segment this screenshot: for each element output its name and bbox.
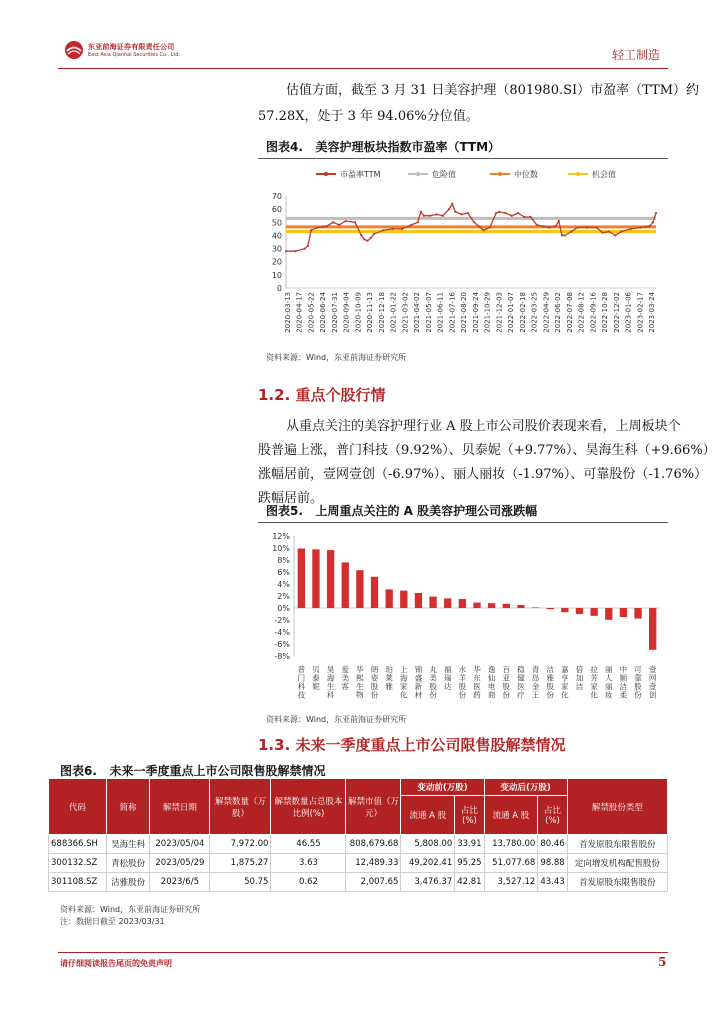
bar: [342, 562, 349, 608]
pe-point: [370, 237, 372, 239]
cell-pct-before: 42.81: [455, 873, 484, 892]
cell-float-after: 51,077.68: [484, 854, 538, 873]
x-tick-label: 2020-03-13: [284, 292, 292, 333]
x-tick-label: 2021-12-03: [495, 292, 504, 333]
cell-quantity: 50.75: [210, 873, 271, 892]
x-tick-label: 2020-06-24: [319, 292, 328, 333]
x-category-label: 壹网壹创: [648, 665, 657, 700]
x-tick-label: 2021-01-22: [389, 292, 398, 333]
cell-float-before: 49,202.41: [401, 854, 455, 873]
x-category-label: 丸美股份: [429, 665, 437, 700]
bar: [605, 608, 612, 620]
pe-point: [442, 215, 444, 217]
cell-name: 洁雅股份: [106, 873, 149, 892]
x-tick-label: 2021-08-20: [460, 292, 469, 333]
cell-code: 301108.SZ: [49, 873, 107, 892]
bar: [649, 608, 656, 650]
x-tick-label: 2022-01-07: [507, 292, 516, 333]
stock-change-bar-chart: [258, 524, 668, 708]
figure-4-title: 图表4. 美容护理板块指数市盈率（TTM）: [266, 140, 501, 154]
x-tick-label: 2020-07-31: [330, 292, 339, 333]
x-category-label: 朗姿股份: [370, 665, 379, 700]
x-tick-label: 2023-02-17: [636, 292, 645, 333]
x-tick-label: 2020-09-04: [342, 292, 351, 333]
bar: [429, 597, 436, 608]
legend-marker-2: [498, 172, 502, 176]
cell-date: 2023/05/29: [150, 854, 210, 873]
pe-point: [489, 226, 491, 228]
paragraph-1-line-2: 57.28X，处于 3 年 94.06%分位值。: [258, 109, 479, 124]
y-tick-label: 6%: [277, 568, 290, 577]
cell-name: 青松股份: [106, 854, 149, 873]
cell-ratio: 3.63: [271, 854, 346, 873]
pe-point: [304, 247, 306, 249]
pe-point: [454, 211, 456, 213]
pe-point: [595, 226, 597, 228]
pe-point: [482, 229, 484, 231]
pe-point: [608, 230, 610, 232]
x-tick-label: 2022-09-16: [589, 292, 598, 333]
col-pct-before: 占比(%): [455, 796, 484, 835]
bar: [400, 591, 407, 608]
col-type: 解禁股份类型: [567, 779, 667, 835]
bar: [634, 608, 641, 619]
pe-point: [614, 234, 616, 236]
col-quantity: 解禁数量（万股）: [210, 779, 271, 835]
y-tick-label: 8%: [277, 556, 290, 565]
pe-point: [294, 250, 296, 252]
pe-point: [435, 213, 437, 215]
x-category-label: 上海家化: [400, 665, 408, 700]
y-tick-label: -2%: [274, 616, 290, 625]
figure-6-note: 注：数据日截至 2023/03/31: [60, 917, 165, 926]
pe-point: [382, 229, 384, 231]
figure-4-source: 资料来源：Wind，东亚前海证券研究所: [266, 353, 407, 362]
x-category-label: 丽人丽妆: [605, 665, 613, 700]
x-category-label: 昊海生科: [326, 665, 335, 700]
pe-point: [561, 234, 563, 236]
cell-code: 300132.SZ: [49, 854, 107, 873]
x-tick-label: 2021-03-02: [401, 292, 410, 333]
y-tick-label: -4%: [274, 628, 290, 637]
bar: [547, 608, 554, 609]
y-tick-label: 0: [276, 284, 282, 293]
y-tick-label: 20: [271, 257, 282, 267]
cell-type: 首发原股东限售股份: [567, 835, 667, 854]
y-tick-label: 12%: [272, 532, 290, 541]
y-tick-label: 10%: [272, 544, 290, 553]
bar: [459, 599, 466, 608]
bar: [561, 608, 568, 612]
bar: [517, 605, 524, 608]
bar: [620, 608, 627, 617]
pe-point: [420, 211, 422, 213]
cell-market-value: 12,489.33: [346, 854, 401, 873]
pe-point: [423, 215, 425, 217]
bar: [312, 549, 319, 608]
x-category-label: 青岛金王: [531, 665, 540, 700]
pe-point: [504, 212, 506, 214]
pe-point: [620, 230, 622, 232]
pe-point: [652, 221, 654, 223]
col-market-value: 解禁市值（万元）: [346, 779, 401, 835]
legend-label-3: 机会值: [592, 170, 616, 179]
pe-point: [542, 225, 544, 227]
pe-point: [360, 234, 362, 236]
legend-marker-0: [324, 172, 328, 176]
x-tick-label: 2022-04-29: [542, 292, 551, 333]
cell-pct-after: 43.43: [538, 873, 567, 892]
cell-float-before: 5,808.00: [401, 835, 455, 854]
disclaimer-text: 请仔细阅读报告尾页的免责声明: [60, 959, 172, 968]
sector-label: 轻工制造: [612, 48, 661, 62]
bar: [371, 577, 378, 608]
x-category-label: 贝泰妮: [312, 665, 320, 691]
cell-type: 定向增发机构配售股份: [567, 854, 667, 873]
y-tick-label: 40: [271, 231, 282, 241]
section-1-2-line-3: 涨幅居前，壹网壹创（-6.97%）、丽人丽妆（-1.97%）、可靠股份（-1.76%）: [258, 467, 708, 482]
pe-point: [332, 221, 334, 223]
pe-point: [649, 225, 651, 227]
bar: [356, 570, 363, 608]
section-1-2-line-1: 从重点关注的美容护理行业 A 股上市公司股价表现来看，上周板块个: [286, 419, 681, 434]
x-tick-label: 2020-10-09: [354, 292, 363, 333]
x-tick-label: 2022-07-08: [565, 292, 574, 333]
company-name-cn: 东亚前海证券有限责任公司: [88, 43, 175, 51]
x-tick-label: 2022-12-02: [612, 292, 621, 333]
cell-float-before: 3,476.37: [401, 873, 455, 892]
pe-point: [529, 216, 531, 218]
x-tick-label: 2020-05-22: [307, 292, 316, 333]
pe-point: [639, 226, 641, 228]
figure-6-source: 资料来源：Wind，东亚前海证券研究所: [60, 905, 201, 914]
pe-point: [338, 224, 340, 226]
cell-pct-before: 33.91: [455, 835, 484, 854]
pe-point: [473, 221, 475, 223]
company-name-en: East Asia Qianhai Securities Co., Ltd.: [88, 52, 181, 58]
col-float-before: 流通 A 股: [401, 796, 455, 835]
x-tick-label: 2022-10-28: [601, 292, 610, 333]
x-category-label: 锦盛新材: [414, 665, 423, 700]
y-tick-label: 10: [271, 270, 282, 280]
pe-point: [448, 208, 450, 210]
pe-point: [555, 225, 557, 227]
pe-point: [479, 226, 481, 228]
pe-point: [401, 228, 403, 230]
x-category-label: 百亚股份: [502, 665, 511, 700]
cell-pct-after: 98.88: [538, 854, 567, 873]
pe-point: [523, 216, 525, 218]
header-divider: [58, 68, 668, 69]
col-ratio: 解禁数量占总股本比例(%): [271, 779, 346, 835]
section-1-2-title: 1.2. 重点个股行情: [258, 386, 386, 404]
pe-point: [326, 225, 328, 227]
pe-point: [577, 226, 579, 228]
bar: [503, 604, 510, 608]
x-category-label: 稳健医疗: [517, 665, 525, 700]
bar: [327, 550, 334, 608]
pe-point: [366, 240, 368, 242]
col-date: 解禁日期: [150, 779, 210, 835]
pe-point: [586, 226, 588, 228]
bar: [576, 608, 583, 614]
bar: [532, 607, 539, 608]
pe-point: [655, 212, 657, 214]
table-row: [49, 835, 668, 854]
y-tick-label: -6%: [274, 640, 290, 649]
pe-point: [310, 229, 312, 231]
x-tick-label: 2020-11-13: [366, 292, 375, 333]
pe-point: [467, 212, 469, 214]
pe-point: [564, 234, 566, 236]
col-float-after: 流通 A 股: [484, 796, 538, 835]
x-category-label: 爱美客: [341, 665, 349, 691]
x-tick-label: 2021-04-02: [413, 292, 422, 333]
y-tick-label: 50: [271, 218, 282, 228]
pe-point: [344, 220, 346, 222]
x-category-label: 福瑞达: [443, 665, 452, 691]
page-number: 5: [658, 955, 667, 969]
legend-label-2: 中位数: [514, 170, 538, 179]
pe-point: [517, 212, 519, 214]
pe-point: [558, 220, 560, 222]
cell-pct-before: 95.25: [455, 854, 484, 873]
cell-float-after: 3,527.12: [484, 873, 538, 892]
col-code: 代码: [49, 779, 107, 835]
pe-point: [285, 250, 287, 252]
bar: [590, 608, 597, 616]
x-category-label: 倍加洁: [575, 665, 584, 691]
footer-divider: [58, 952, 668, 953]
x-tick-label: 2021-06-11: [436, 292, 445, 333]
cell-date: 2023/6/5: [150, 873, 210, 892]
x-tick-label: 2021-05-07: [424, 292, 433, 333]
section-1-2-line-4: 跌幅居前。: [258, 491, 324, 506]
pe-point: [354, 221, 356, 223]
lockup-table: [48, 778, 668, 892]
cell-quantity: 7,972.00: [210, 835, 271, 854]
y-tick-label: 60: [271, 205, 282, 215]
x-category-label: 水羊股份: [458, 665, 467, 700]
x-tick-label: 2023-01-06: [624, 292, 633, 333]
x-category-label: 逸仙电商: [487, 665, 496, 700]
pe-point: [316, 226, 318, 228]
bar: [415, 593, 422, 608]
x-tick-label: 2021-10-29: [483, 292, 492, 333]
paragraph-1-line-1: 估值方面，截至 3 月 31 日美容护理（801980.SI）市盈率（TTM）约: [286, 83, 700, 98]
cell-code: 688366.SH: [49, 835, 107, 854]
x-category-label: 华熙生物: [356, 665, 364, 700]
x-category-label: 嘉亨家化: [561, 665, 569, 700]
y-tick-label: 2%: [277, 592, 290, 601]
x-tick-label: 2022-08-12: [577, 292, 586, 333]
pe-point: [363, 238, 365, 240]
bar: [473, 603, 480, 608]
y-tick-label: -8%: [274, 652, 290, 661]
pe-point: [451, 203, 453, 205]
pe-point: [410, 224, 412, 226]
x-category-label: 普门科技: [297, 665, 306, 700]
x-category-label: 洁雅股份: [546, 665, 554, 700]
y-tick-label: 0%: [277, 604, 290, 613]
pe-point: [373, 233, 375, 235]
x-tick-label: 2021-07-16: [448, 292, 457, 333]
bar: [444, 598, 451, 608]
pe-point: [495, 212, 497, 214]
legend-label-1: 危险值: [432, 170, 456, 179]
cell-ratio: 0.62: [271, 873, 346, 892]
cell-float-after: 13,780.00: [484, 835, 538, 854]
section-1-3-title: 1.3. 未来一季度重点上市公司限售股解禁情况: [258, 736, 566, 754]
x-tick-label: 2023-03-24: [648, 292, 656, 333]
legend-marker-1: [416, 172, 420, 176]
x-tick-label: 2022-03-25: [530, 292, 539, 333]
figure-6-title: 图表6. 未来一季度重点上市公司限售股解禁情况: [60, 764, 326, 778]
cell-market-value: 808,679.68: [346, 835, 401, 854]
pe-point: [630, 228, 632, 230]
table-row: [49, 873, 668, 892]
x-category-label: 拉芳家化: [590, 665, 598, 700]
x-category-label: 可靠股份: [634, 665, 642, 700]
x-category-label: 珀莱雅: [385, 665, 393, 691]
x-tick-label: 2020-12-18: [377, 292, 386, 333]
x-category-label: 华东医药: [473, 665, 481, 700]
pe-point: [570, 230, 572, 232]
cell-name: 昊海生科: [106, 835, 149, 854]
figure-5-rule: [258, 522, 668, 523]
x-tick-label: 2020-04-17: [295, 292, 304, 333]
group-after: 变动后(万股): [484, 779, 567, 796]
pe-point: [417, 221, 419, 223]
cell-ratio: 46.55: [271, 835, 346, 854]
x-tick-label: 2021-09-24: [471, 292, 480, 333]
pe-point: [498, 211, 500, 213]
figure-5-source: 资料来源：Wind，东亚前海证券研究所: [266, 715, 407, 724]
pe-point: [548, 226, 550, 228]
cell-pct-after: 80.46: [538, 835, 567, 854]
legend-label-0: 市盈率TTM: [340, 170, 381, 179]
legend-marker-3: [576, 172, 580, 176]
cell-date: 2023/05/04: [150, 835, 210, 854]
bar: [298, 548, 305, 608]
pe-point: [602, 232, 604, 234]
col-name: 简称: [106, 779, 149, 835]
figure-5-title: 图表5. 上周重点关注的 A 股美容护理公司涨跌幅: [266, 504, 538, 518]
bar: [488, 603, 495, 608]
figure-4-rule: [258, 158, 668, 159]
section-1-2-line-2: 股普遍上涨，普门科技（9.92%）、贝泰妮（+9.77%）、昊海生科（+9.66%）: [258, 443, 716, 458]
cell-market-value: 2,007.65: [346, 873, 401, 892]
x-category-label: 中顺洁柔: [619, 665, 628, 700]
pe-point: [511, 215, 513, 217]
pe-point: [460, 213, 462, 215]
pe-point: [536, 224, 538, 226]
x-tick-label: 2022-02-18: [518, 292, 527, 333]
cell-quantity: 1,875.27: [210, 854, 271, 873]
y-tick-label: 30: [271, 244, 282, 254]
cell-type: 首发原股东限售股份: [567, 873, 667, 892]
bar: [386, 589, 393, 608]
x-tick-label: 2022-06-02: [554, 292, 563, 333]
y-tick-label: 4%: [277, 580, 290, 589]
pe-point: [429, 215, 431, 217]
group-before: 变动前(万股): [401, 779, 484, 796]
pe-point: [307, 245, 309, 247]
company-logo-icon: [64, 40, 84, 60]
pe-ratio-chart: [258, 160, 668, 348]
col-pct-after: 占比(%): [538, 796, 567, 835]
pe-point: [392, 228, 394, 230]
y-tick-label: 70: [271, 192, 282, 201]
table-row: [49, 854, 668, 873]
